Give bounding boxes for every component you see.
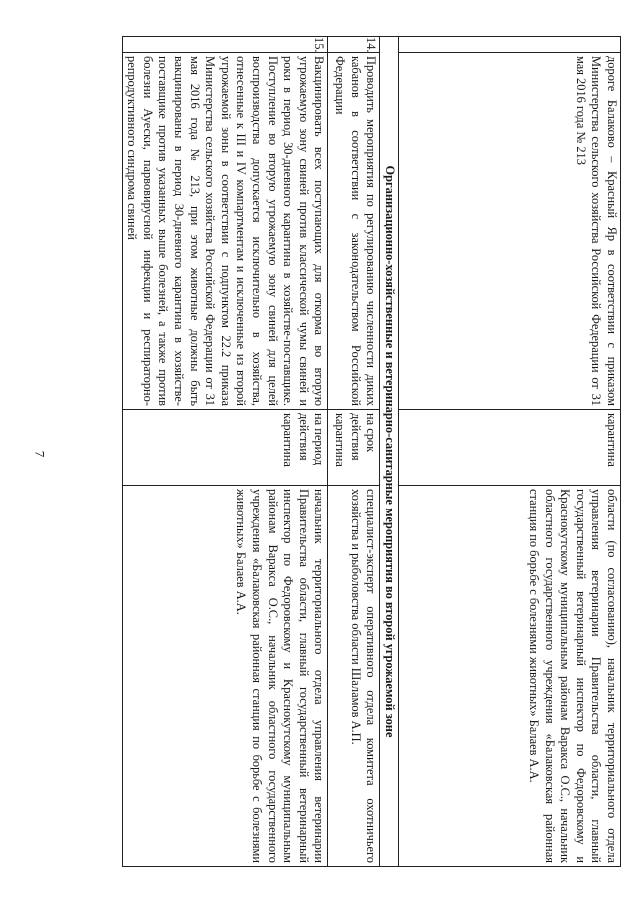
section-header-row [380,37,399,867]
responsible-cell: специалист-эксперт оперативного отдела комитета охотничьего хозяйства и рыболовства области Шаламов А.П. [328,486,380,867]
responsible-cell: области (по согласованию), начальник территориального отдела управления ветеринарии Правительства области, главный государственный ветеринарный инспектор по Федоровскому и Краснокутскому муниципальным районам Варакса О.С., начальник областного государственного учреждения «Балаковская районная станция по борьбе с болезнями животных» Балаев А.А. [399,486,621,867]
activity-cell: дороге Балаково – Красный Яр в соответствии с приказом Министерства сельского хозяйства Российской Федерации от 31 мая 2016 года № 213 [399,53,621,410]
section-title: Организационно-хозяйственные и ветеринарно-санитарные мероприятия во второй угрожаемой зоне [380,37,399,867]
period-cell: карантина [399,410,621,486]
row-number: 14. [328,37,380,53]
table-row [328,37,380,867]
row-number [399,37,621,53]
quarantine-measures-table-wrapper [87,36,621,866]
responsible-cell: начальник территориального отдела управления ветеринарии Правительства области, главный государственный ветеринарный инспектор по Федоровскому и Краснокутскому муниципальным районам Варакса О.С., начальник областного государственного учреждения «Балаковская районная станция по борьбе с болезнями животных» Балаев А.А. [122,486,328,867]
page-number: 7 [32,450,48,458]
period-cell: на период действия карантина [122,410,328,486]
table-row-continuation [399,37,621,867]
row-number: 15. [122,37,328,53]
table-row [122,37,328,867]
activity-cell: Проводить мероприятия по регулированию численности диких кабанов в соответствии с законодательством Российской Федерации [328,53,380,410]
activity-cell: Вакцинировать всех поступающих для откорма во вторую угрожаемую зону свиней против классической чумы свиней и роки в период 30-дневного карантина в хозяйстве-поставщике. Поступление во вторую угрожаемую зону свиней для целей воспроизводства допускается исключительно в хозяйства, отнесенные к III и IV компартментам и исключенные из второй угрожаемой зоны в соответствии с подпунктом 22.2 приказа Министерства сельского хозяйства Российской Федерации от 31 мая 2016 года № 213, при этом животные должны быть вакцинированы в период 30-дневного карантина в хозяйстве-поставщике против указанных выше болезней, а также против болезни Ауески, парвовирусной инфекции и респираторно-репродуктивного синдрома свиней [122,53,328,410]
period-cell: на срок действия карантина [328,410,380,486]
quarantine-measures-table [122,36,621,867]
